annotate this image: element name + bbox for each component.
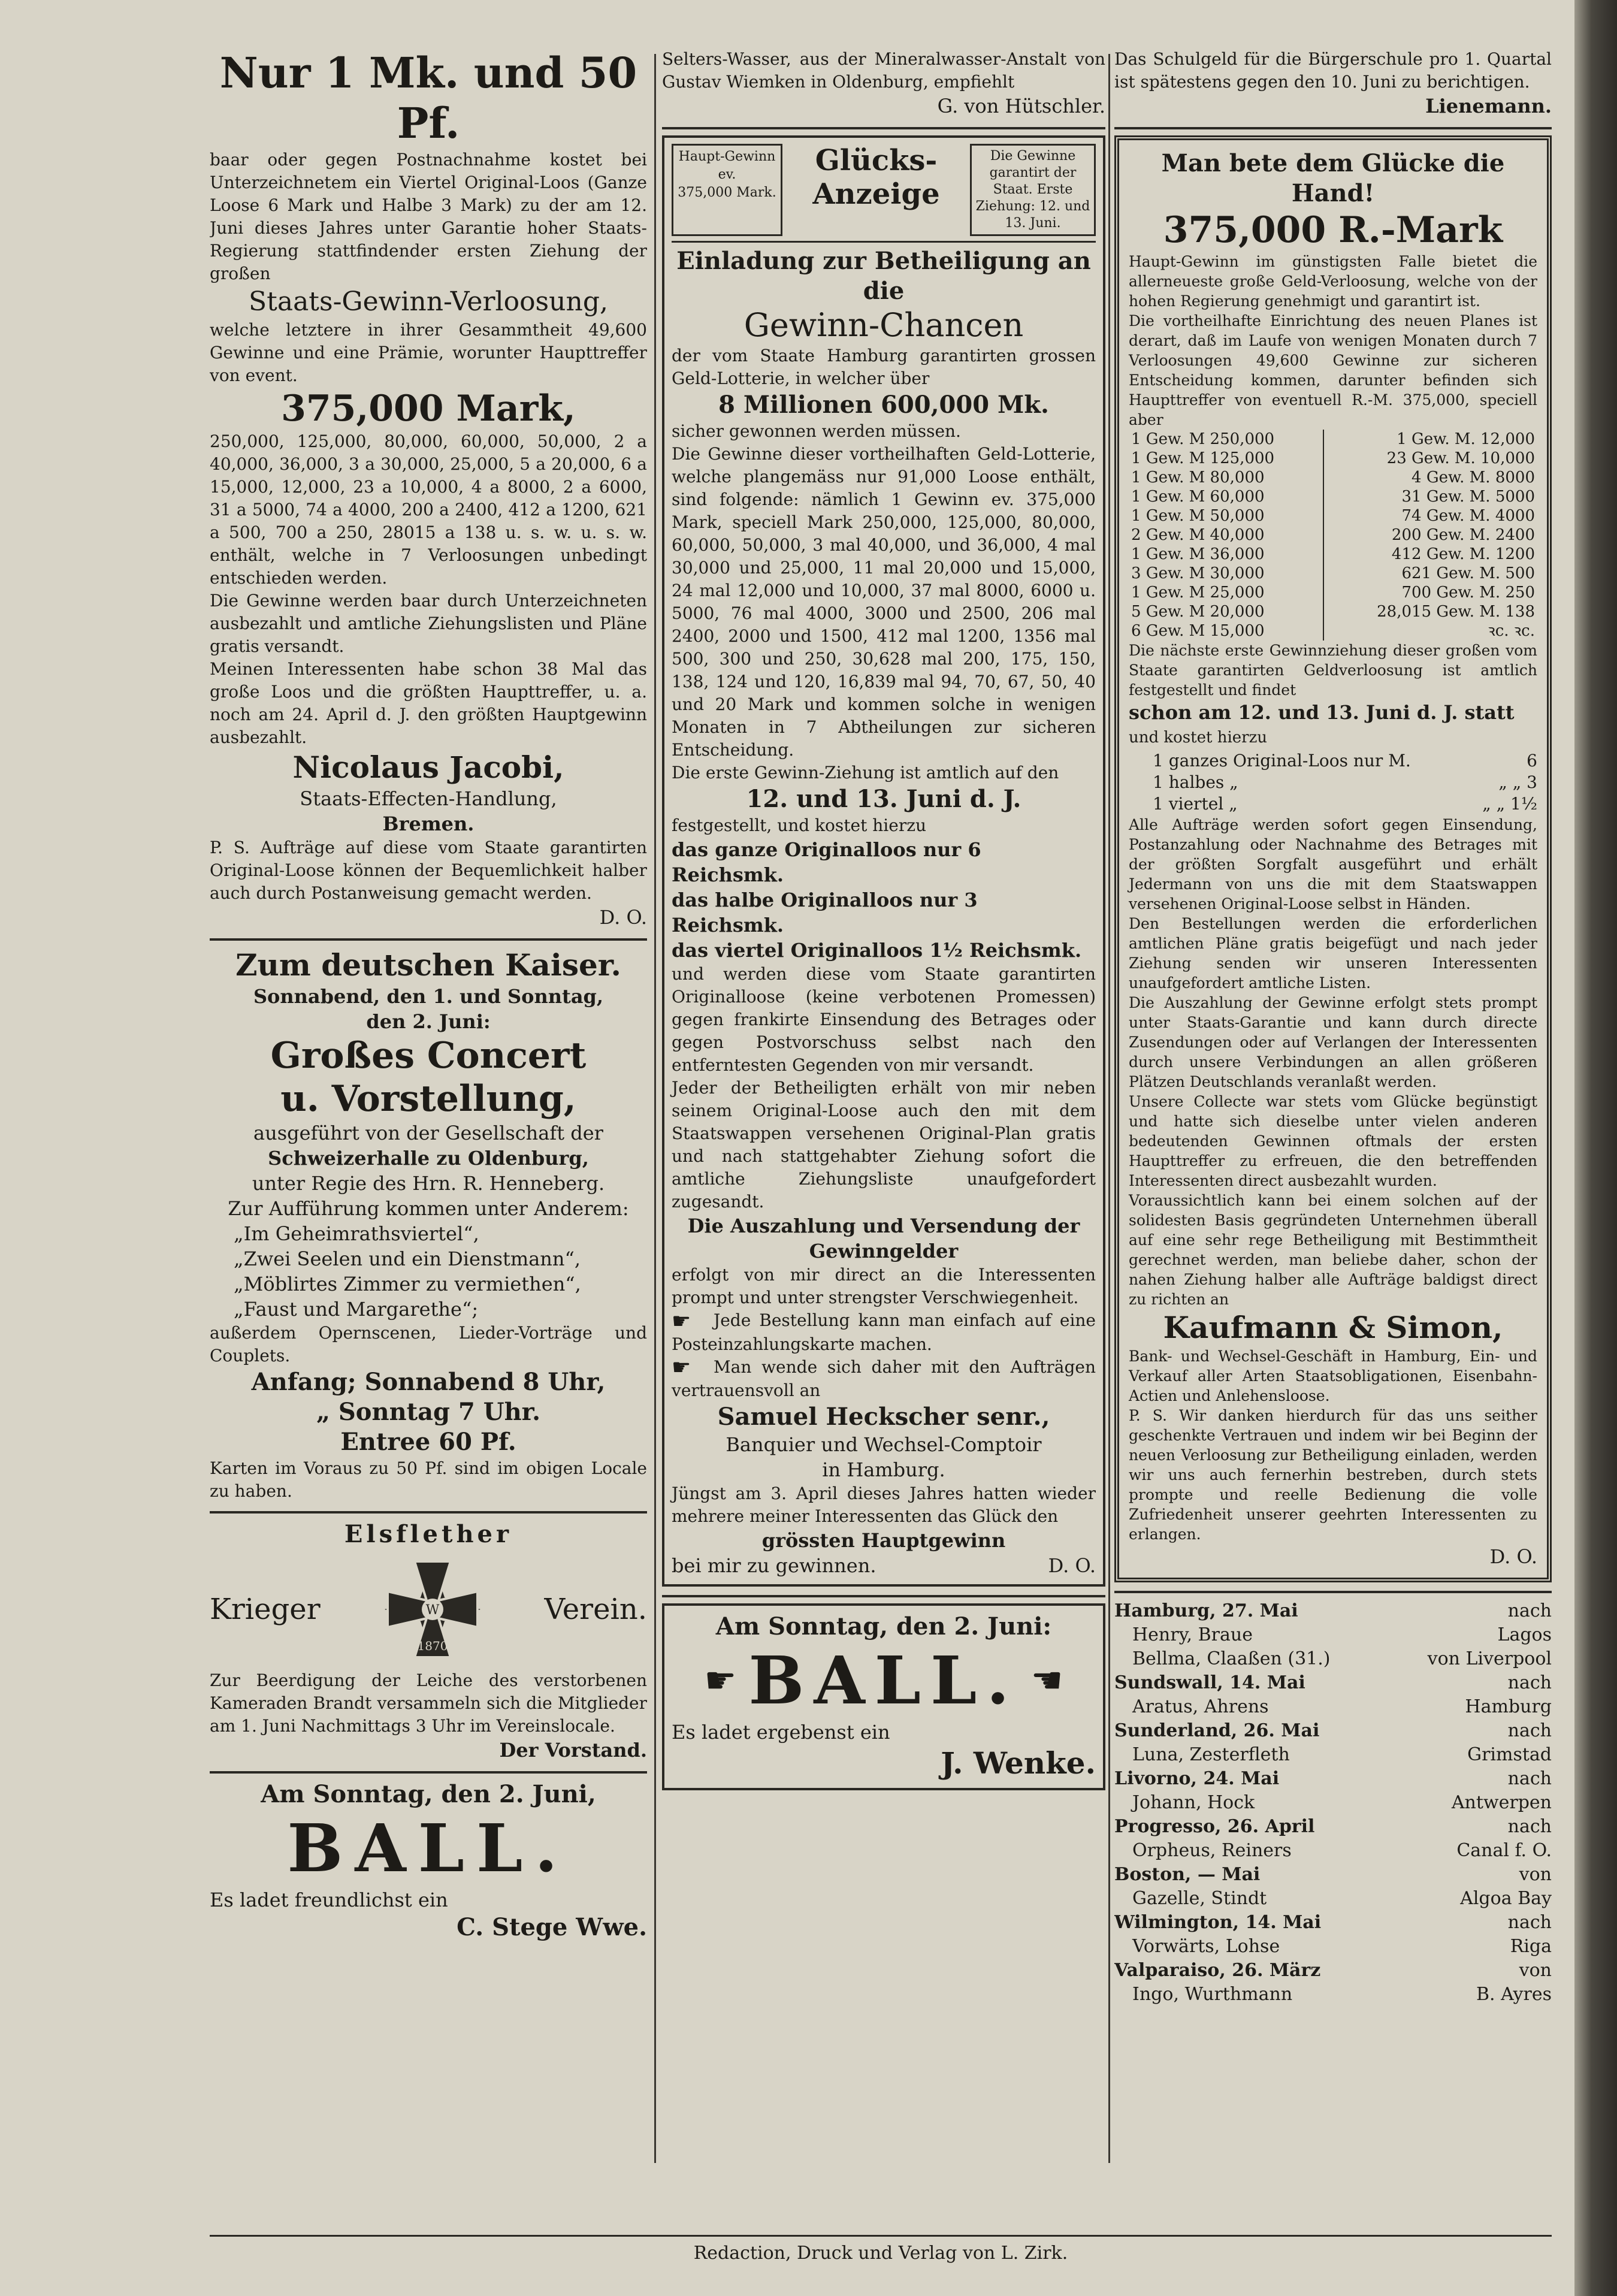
ad-title: Anzeige (812, 177, 940, 211)
table-cell: 1 Gew. M 125,000 (1129, 449, 1323, 468)
list-item (1114, 1839, 1552, 1863)
ad-text: Zur Beerdigung der Leiche des verstorbenen Kameraden Brandt versammeln sich die Mitglieder am 1. Juni Nachmittags 3 Uhr im Vereinslocale. (210, 1670, 647, 1736)
ad-text: sicher gewonnen werden müssen. (672, 421, 961, 441)
prize-table (1129, 430, 1537, 641)
column-middle (662, 48, 1105, 1799)
table-row (1129, 430, 1537, 449)
table-row (1129, 583, 1537, 602)
table-cell: 74 Gew. M. 4000 (1401, 507, 1535, 525)
ball-ad-wenke (662, 1603, 1105, 1790)
ship-name: Bellma, Claaßen (31.) (1132, 1648, 1331, 1669)
ad-heading: Einladung zur Betheiligung an die (676, 247, 1091, 305)
ad-signature: D. O. (1489, 1545, 1537, 1568)
ad-text: der vom Staate Hamburg garantirten grossen Geld-Lotterie, in welcher über (672, 346, 1096, 388)
ad-date: 12. und 13. Juni d. J. (746, 785, 1021, 813)
ad-text: Selters-Wasser, aus der Mineralwasser-Anstalt von Gustav Wiemken in Oldenburg, empfiehlt (662, 49, 1105, 92)
school-notice (1114, 48, 1552, 119)
iron-cross-icon (373, 1549, 492, 1669)
table-cell: 31 Gew. M. 5000 (1401, 488, 1535, 506)
programme-item: „Im Geheimrathsviertel“, (234, 1222, 479, 1245)
ad-text: Voraussichtlich kann bei einem solchen auf der solidesten Basis gegründeten Unternehmen überall auf eine sehr rege Betheiligung mit Bestimmtheit gerechnet werden, man beliebe daher, schon der nahen Ziehung halber alle Aufträge baldigst direct zu richten an (1129, 1192, 1537, 1308)
list-item (1114, 1911, 1552, 1935)
column-rule (654, 54, 656, 2163)
ship-dest: nach (1507, 1672, 1552, 1693)
ad-date: Sonnabend, den 1. und Sonntag, (253, 985, 604, 1008)
ad-title: Zum deutschen Kaiser. (235, 947, 621, 983)
list-item (1114, 1695, 1552, 1719)
ad-heading: Staats-Gewinn-Verloosung, (249, 286, 608, 317)
ad-signature: D. O. (599, 906, 647, 929)
prize-label: ev. (718, 167, 736, 182)
ad-date: Am Sonntag, den 2. Juni: (715, 1612, 1052, 1641)
table-cell: 1 Gew. M 80,000 (1129, 468, 1323, 487)
table-cell: 412 Gew. M. 1200 (1391, 545, 1535, 563)
verein-label-left: Krieger (210, 1593, 321, 1626)
table-row (1129, 468, 1537, 487)
ship-dest: Lagos (1497, 1624, 1552, 1645)
ad-date: den 2. Juni: (366, 1010, 491, 1033)
list-item (1114, 1983, 1552, 2007)
ship-port: Sundswall, 14. Mai (1114, 1672, 1305, 1693)
table-cell: 200 Gew. M. 2400 (1391, 526, 1535, 544)
list-item (1114, 1863, 1552, 1887)
page-edge (1574, 0, 1617, 2296)
ad-text: Die nächste erste Gewinnziehung dieser großen vom Staate garantirten Geldverloosung ist amtlich festgestellt und findet (1129, 642, 1537, 699)
table-cell: 700 Gew. M. 250 (1401, 584, 1535, 602)
ad-time: Anfang; Sonnabend 8 Uhr, (251, 1368, 606, 1396)
advertiser-name: Nicolaus Jacobi, (292, 750, 564, 785)
ad-text: erfolgt von mir direct an die Interessenten prompt und unter strengster Verschwiegenheit. (672, 1265, 1096, 1307)
table-cell: 1 Gew. M 25,000 (1129, 583, 1323, 602)
table-cell: 5 Gew. M 20,000 (1129, 602, 1323, 621)
ship-dest: nach (1507, 1600, 1552, 1621)
ad-time: „ Sonntag 7 Uhr. (316, 1398, 540, 1426)
ship-port: Progresso, 26. April (1114, 1816, 1315, 1837)
list-item (1114, 1791, 1552, 1815)
list-item (1114, 1959, 1552, 1983)
divider (1114, 1591, 1552, 1593)
table-cell: 1 Gew. M 250,000 (1129, 430, 1323, 449)
ship-dest: von (1519, 1960, 1552, 1981)
ad-heading: BALL. (287, 1809, 570, 1887)
ad-title: Elsflether (344, 1520, 513, 1548)
ship-port: Livorno, 24. Mai (1114, 1768, 1280, 1789)
lottery-ad-kaufmann (1114, 135, 1552, 1582)
ad-text: Es ladet ergebenst ein (672, 1721, 890, 1744)
ad-text: Schweizerhalle zu Oldenburg, (268, 1147, 589, 1170)
column-right (1114, 48, 1552, 2015)
ship-dest: Grimstad (1467, 1744, 1552, 1765)
ship-name: Luna, Zesterfleth (1132, 1744, 1290, 1765)
ship-dest: Riga (1510, 1936, 1552, 1957)
ship-dest: Antwerpen (1451, 1792, 1552, 1813)
list-item (1114, 1647, 1552, 1671)
ad-title: Man bete dem Glücke die Hand! (1161, 149, 1505, 207)
ad-signature: Lienemann. (1425, 95, 1552, 117)
advertiser-name: Samuel Heckscher senr., (717, 1403, 1050, 1431)
table-cell: 23 Gew. M. 10,000 (1386, 449, 1535, 467)
ad-text: Die Gewinne dieser vortheilhaften Geld-Lotterie, welche plangemäss nur 91,000 Loose enthält, sind folgende: nämlich 1 Gewinn ev. 375,000 Mark, speciell Mark 250,000, 125,000, 80,000, 60,000, 50,000, 3 mal 40,000, und 36,000, 4 mal 30,000 und 25,000, 11 mal 20,000 und 15,000, 24 mal 12,000 und 10,000, 37 mal 8000, 6000 u. 5000, 76 mal 4000, 3000 und 2500, 206 mal 2400, 2000 und 1500, 412 mal 1200, 1356 mal 500, 300 und 250, 30,628 mal 200, 175, 150, 138, 124 und 120, 16,839 mal 94, 70, 67, 50, 40 und 20 Mark und kommen solche in wenigen Monaten in 7 Abtheilungen zur sicheren Entscheidung. (672, 444, 1096, 760)
programme-item: „Möblirtes Zimmer zu vermiethen“, (234, 1273, 581, 1295)
ship-name: Ingo, Wurthmann (1132, 1984, 1293, 2005)
ship-name: Aratus, Ahrens (1132, 1696, 1269, 1717)
price-line: das viertel Originalloos 1½ Reichsmk. (672, 939, 1082, 962)
list-item (1114, 1935, 1552, 1959)
ad-text: außerdem Opernscenen, Lieder-Vorträge und Couplets. (210, 1323, 647, 1365)
ad-date: schon am 12. und 13. Juni d. J. statt (1129, 701, 1515, 724)
ship-name: Vorwärts, Lohse (1132, 1936, 1280, 1957)
ad-text: Das Schulgeld für die Bürgerschule pro 1. Quartal ist spätestens gegen den 10. Juni zu berichtigen. (1114, 49, 1552, 92)
price-line: das halbe Originalloos nur 3 Reichsmk. (672, 889, 978, 936)
ship-dest: nach (1507, 1816, 1552, 1837)
table-cell: 28,015 Gew. M. 138 (1377, 603, 1535, 621)
list-item (1114, 1887, 1552, 1911)
ad-text: Jeder der Betheiligten erhält von mir neben seinem Original-Loose auch den mit dem Staatswappen versehenen Original-Plan gratis und nach stattgehabter Ziehung sofort die amtliche Ziehungsliste unaufgefordert zugesandt. (672, 1078, 1096, 1212)
ad-text: festgestellt, und kostet hierzu (672, 815, 926, 835)
prize-label: Haupt-Gewinn (678, 149, 776, 164)
ad-heading: Großes Concert (270, 1035, 587, 1077)
list-item (1114, 1671, 1552, 1695)
ad-text: grössten Hauptgewinn (761, 1529, 1006, 1552)
ship-dest: nach (1507, 1768, 1552, 1789)
ship-port: Hamburg, 27. Mai (1114, 1600, 1298, 1621)
advertiser-firm: Staats-Effecten-Handlung, (300, 787, 557, 810)
ship-name: Henry, Braue (1132, 1624, 1253, 1645)
table-row (1129, 449, 1537, 468)
list-item (1114, 1599, 1552, 1623)
ship-name: Johann, Hock (1132, 1792, 1255, 1813)
ad-amount: 375,000 R.-Mark (1163, 209, 1503, 251)
ad-text: Zur Aufführung kommen unter Anderem: (228, 1197, 629, 1220)
ad-heading: Gewinn-Chancen (743, 306, 1024, 344)
ad-text: Die vortheilhafte Einrichtung des neuen Planes ist derart, daß im Laufe von wenigen Monaten durch 7 Verloosungen 49,600 Gewinne zur sicheren Entscheidung kommen, darunter befinden sich Haupttreffer von eventuell R.-M. 375,000, speciell aber (1129, 312, 1537, 428)
selters-ad (662, 48, 1105, 119)
divider (210, 938, 647, 941)
advertiser-firm: Banquier und Wechsel-Comptoir (726, 1433, 1042, 1456)
ship-port: Valparaiso, 26. März (1114, 1960, 1321, 1981)
ad-text: 250,000, 125,000, 80,000, 60,000, 50,000, 2 a 40,000, 36,000, 3 a 30,000, 25,000, 5 a 20,000, 6 a 15,000, 12,000, 23 a 10,000, 4 a 8000, 2 a 6000, 31 a 5000, 74 a 4000, 200 a 2400, 412 a 1200, 621 a 500, 700 a 250, 28015 a 138 u. s. w. u. s. w. enthält, welche in 7 Verloosungen unbedingt entschieden werden. (210, 431, 647, 588)
table-cell: 2 Gew. M 40,000 (1129, 525, 1323, 545)
prize-amount: 375,000 Mark. (678, 185, 776, 200)
table-row (1129, 545, 1537, 564)
ad-text: Es ladet freundlichst ein (210, 1889, 448, 1911)
ad-text: bei mir zu gewinnen. (672, 1554, 876, 1577)
programme-item: „Faust und Margarethe“; (234, 1298, 479, 1321)
ad-amount: 8 Millionen 600,000 Mk. (718, 391, 1049, 419)
ad-text: baar oder gegen Postnachnahme kostet bei Unterzeichnetem ein Viertel Original-Loos (Ganze Loose 6 Mark und Halbe 3 Mark) zu der am 12. Juni dieses Jahres unter Garantie hoher Staats-Regierung stattfindender ersten Ziehung der großen (210, 150, 647, 283)
ad-text: Alle Aufträge werden sofort gegen Einsendung, Postanzahlung oder Nachnahme des Betrages mit der größten Sorgfalt ausgeführt und erhält Jedermann von uns die mit dem Staatswappen versehenen Original-Loose selbst in Händen. (1129, 816, 1537, 913)
price-value: „ „ 1½ (1482, 794, 1537, 814)
price-line: das ganze Originalloos nur 6 Reichsmk. (672, 838, 981, 886)
price-label: 1 viertel „ (1153, 794, 1238, 814)
table-row (1129, 602, 1537, 621)
ship-dest: von Liverpool (1427, 1648, 1552, 1669)
ad-signature: D. O. (1048, 1554, 1096, 1577)
ship-dest: Hamburg (1465, 1696, 1552, 1717)
advertiser-name: Kaufmann & Simon, (1163, 1310, 1503, 1345)
ad-heading: Die Auszahlung und Versendung der Gewinngelder (687, 1215, 1080, 1262)
programme-item: „Zwei Seelen und ein Dienstmann“, (234, 1247, 581, 1270)
ad-text: unter Regie des Hrn. R. Henneberg. (252, 1172, 605, 1195)
ship-dest: nach (1507, 1720, 1552, 1741)
imprint-footer: Redaction, Druck und Verlag von L. Zirk. (210, 2235, 1552, 2264)
table-row (1129, 621, 1537, 641)
ship-name: Gazelle, Stindt (1132, 1888, 1267, 1909)
divider (210, 1771, 647, 1774)
table-cell: 621 Gew. M. 500 (1401, 564, 1535, 582)
ad-amount: 375,000 Mark, (281, 388, 576, 430)
list-item (1114, 1743, 1552, 1767)
table-cell: ꝛc. ꝛc. (1488, 622, 1535, 640)
table-row (1129, 487, 1537, 506)
ad-title: Nur 1 Mk. und 50 Pf. (219, 48, 637, 148)
column-left (210, 48, 647, 1951)
ad-signature: J. Wenke. (941, 1745, 1096, 1781)
ship-dest: Canal f. O. (1456, 1840, 1552, 1861)
table-row (1129, 564, 1537, 583)
price-label: 1 ganzes Original-Loos nur M. (1153, 751, 1411, 771)
ship-port: Wilmington, 14. Mai (1114, 1912, 1322, 1933)
ad-entree: Entree 60 Pf. (340, 1428, 516, 1456)
divider (662, 127, 1105, 129)
ship-dest: B. Ayres (1476, 1984, 1552, 2005)
table-row (1129, 525, 1537, 545)
concert-ad (210, 947, 647, 1503)
ad-title: Glücks- (815, 144, 938, 177)
ad-text: Unsere Collecte war stets vom Glücke begünstigt und hatte sich dieselbe unter vielen anderen bedeutenden Gewinnen oftmals der ersten Haupttreffer zu erfreuen, die den betreffenden Interessenten direct ausbezahlt wurden. (1129, 1093, 1537, 1189)
list-item (1114, 1623, 1552, 1647)
ad-signature: G. von Hütschler. (937, 95, 1105, 117)
price-value: 6 (1527, 751, 1537, 771)
ad-signature: Der Vorstand. (499, 1739, 647, 1762)
prize-box (672, 144, 782, 236)
ad-text: Den Bestellungen werden die erforderlichen amtlichen Pläne gratis beigefügt und nach jeder Ziehung senden wir unseren Interessenten unaufgefordert amtliche Listen. (1129, 915, 1537, 992)
divider (1114, 127, 1552, 129)
divider (210, 1511, 647, 1513)
verein-label-right: Verein. (544, 1593, 647, 1626)
ad-text: ausgeführt von der Gesellschaft der (253, 1122, 603, 1144)
list-item (1114, 1719, 1552, 1743)
advertiser-city: Bremen. (382, 812, 474, 835)
verein-year: 1870 (417, 1639, 448, 1653)
table-cell: 3 Gew. M 30,000 (1129, 564, 1323, 583)
price-value: „ „ 3 (1498, 772, 1537, 792)
svg-text:W: W (425, 1603, 439, 1618)
table-cell: 4 Gew. M. 8000 (1412, 469, 1535, 487)
pointing-hand-icon: ☚ (1030, 1660, 1063, 1702)
list-item (1114, 1815, 1552, 1839)
ad-heading: BALL. (748, 1642, 1019, 1719)
ship-port: Sunderland, 26. Mai (1114, 1720, 1320, 1741)
table-cell: 6 Gew. M 15,000 (1129, 621, 1323, 641)
ad-text: Meinen Interessenten habe schon 38 Mal das große Loos und die größten Haupttreffer, u. a. noch am 24. April d. J. den größten Hauptgewinn ausbezahlt. (210, 659, 647, 747)
ad-text: Die Auszahlung der Gewinne erfolgt stets prompt unter Staats-Garantie und kann durch directe Zusendungen oder auf Verlangen der Interessenten durch unsere Verbindungen an allen größeren Plätzen Deutschlands veranlaßt werden. (1129, 994, 1537, 1090)
ad-text: Jede Bestellung kann man einfach auf eine Posteinzahlungskarte machen. (672, 1310, 1096, 1354)
ship-name: Orpheus, Reiners (1132, 1840, 1292, 1861)
list-item (1114, 1767, 1552, 1791)
ad-text: Haupt-Gewinn im günstigsten Falle bietet die allerneueste große Geld-Verloosung, welche von der hohen Regierung genehmigt und garantirt ist. (1129, 253, 1537, 310)
ship-dest: nach (1507, 1912, 1552, 1933)
ball-ad-stege (210, 1780, 647, 1942)
ad-heading: u. Vorstellung, (280, 1078, 576, 1120)
ship-port: Boston, — Mai (1114, 1864, 1261, 1885)
pointing-hand-icon: ☛ (672, 1355, 691, 1380)
shipping-news (1114, 1599, 1552, 2007)
lottery-ad-jacobi (210, 48, 647, 930)
price-label: 1 halbes „ (1153, 772, 1238, 792)
guarantee-box: Die Gewinne garantirt der Staat. Erste Ziehung: 12. und 13. Juni. (970, 144, 1096, 236)
table-cell: 1 Gew. M 50,000 (1129, 506, 1323, 525)
table-cell: 1 Gew. M 60,000 (1129, 487, 1323, 506)
table-cell: 1 Gew. M. 12,000 (1397, 430, 1535, 448)
divider (662, 1595, 1105, 1597)
column-rule (1108, 54, 1110, 2163)
ad-text: Karten im Voraus zu 50 Pf. sind im obigen Locale zu haben. (210, 1458, 647, 1501)
table-row (1129, 506, 1537, 525)
ad-ps: P. S. Aufträge auf diese vom Staate garantirten Original-Loose können der Bequemlichkeit halber auch durch Postanweisung gemacht werden. (210, 838, 647, 903)
ad-text: Die Gewinne werden baar durch Unterzeichneten ausbezahlt und amtliche Ziehungslisten und Pläne gratis versandt. (210, 591, 647, 656)
lottery-ad-heckscher (662, 135, 1105, 1587)
advertiser-city: in Hamburg. (822, 1458, 945, 1481)
pointing-hand-icon: ☛ (672, 1309, 691, 1334)
pointing-hand-icon: ☛ (704, 1660, 737, 1702)
krieger-verein-notice (210, 1519, 647, 1763)
ad-text: welche letztere in ihrer Gesammtheit 49,600 Gewinne und eine Prämie, worunter Haupttreffer von event. (210, 320, 647, 385)
ad-text: Man wende sich daher mit den Aufträgen vertrauensvoll an (672, 1357, 1096, 1400)
ad-text: und werden diese vom Staate garantirten Originalloose (keine verbotenen Promessen) gegen frankirte Einsendung des Betrages oder gegen Postvorschuss selbst nach den entferntesten Gegenden von mir versandt. (672, 964, 1096, 1075)
ad-text: Die erste Gewinn-Ziehung ist amtlich auf den (672, 763, 1059, 783)
advertiser-firm: Bank- und Wechsel-Geschäft in Hamburg, Ein- und Verkauf aller Arten Staatsobligationen, Eisenbahn-Actien und Anlehensloose. (1129, 1348, 1537, 1404)
ship-dest: von (1519, 1864, 1552, 1885)
ad-text: und kostet hierzu (1129, 729, 1268, 747)
table-cell: 1 Gew. M 36,000 (1129, 545, 1323, 564)
ad-date: Am Sonntag, den 2. Juni, (261, 1780, 596, 1808)
ad-ps: P. S. Wir danken hierdurch für das uns seither geschenkte Vertrauen und indem wir bei Beginn der neuen Verloosung zur Betheiligung einladen, werden wir uns auch fernerhin bestreben, durch stets prompte und reelle Bedienung die volle Zufriedenheit unserer geehrten Interessenten zu erlangen. (1129, 1407, 1537, 1543)
ship-dest: Algoa Bay (1460, 1888, 1552, 1909)
ad-text: Jüngst am 3. April dieses Jahres hatten wieder mehrere meiner Interessenten das Glück den (672, 1484, 1096, 1526)
ad-signature: C. Stege Wwe. (457, 1913, 647, 1941)
